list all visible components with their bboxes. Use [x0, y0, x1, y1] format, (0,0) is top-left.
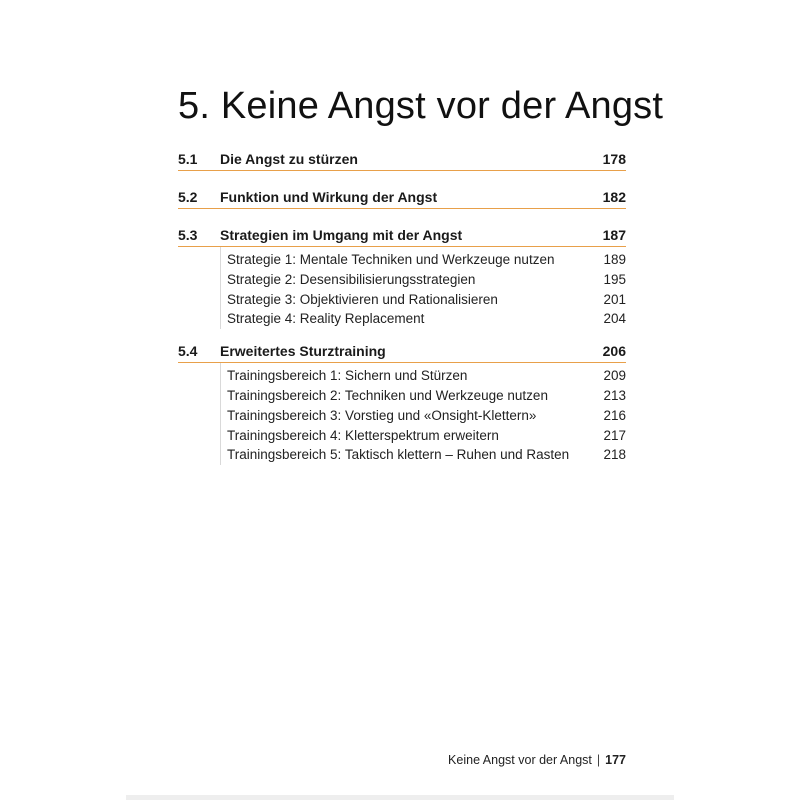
- section-number: 5.2: [178, 189, 198, 205]
- section-heading[interactable]: [178, 188, 626, 209]
- section-title: Die Angst zu stürzen: [220, 151, 358, 167]
- entry-page-number: 216: [603, 407, 626, 423]
- toc-entry[interactable]: [227, 366, 626, 386]
- entry-page-number: 218: [603, 447, 626, 463]
- toc-section-5-4: [178, 342, 626, 465]
- spacer: [178, 171, 626, 188]
- entry-title: Strategie 4: Reality Replacement: [227, 311, 425, 327]
- section-page-number: 182: [602, 189, 626, 205]
- entry-page-number: 195: [603, 271, 626, 287]
- toc-entry[interactable]: [227, 290, 626, 310]
- entry-title: Trainingsbereich 1: Sichern und Stürzen: [227, 368, 468, 384]
- toc-section-5-2: [178, 188, 626, 209]
- section-page-number: 178: [602, 151, 626, 167]
- table-of-contents: [178, 150, 626, 465]
- entry-title: Trainingsbereich 5: Taktisch klettern – Ruhen und Rasten: [227, 447, 570, 463]
- entry-title: Trainingsbereich 2: Techniken und Werkzeuge nutzen: [227, 387, 548, 403]
- section-heading[interactable]: [178, 150, 626, 171]
- toc-entry[interactable]: [227, 386, 626, 406]
- section-heading[interactable]: [178, 342, 626, 363]
- toc-entry[interactable]: [227, 445, 626, 465]
- subsection-list: [220, 247, 626, 329]
- entry-title: Strategie 3: Objektivieren und Rationalisieren: [227, 291, 498, 307]
- page-footer: [448, 753, 626, 767]
- spacer: [178, 329, 626, 342]
- entry-page-number: 189: [603, 252, 626, 267]
- toc-entry[interactable]: [227, 270, 626, 290]
- chapter-title: 5. Keine Angst vor der Angst: [178, 85, 664, 128]
- toc-section-5-1: [178, 150, 626, 171]
- section-page-number: 206: [602, 343, 626, 360]
- section-number: 5.3: [178, 227, 198, 243]
- footer-separator: |: [596, 753, 601, 767]
- section-title: Erweitertes Sturztraining: [220, 343, 386, 360]
- section-title: Strategien im Umgang mit der Angst: [220, 227, 463, 243]
- entry-title: Strategie 2: Desensibilisierungsstrategien: [227, 271, 476, 287]
- toc-entry[interactable]: [227, 426, 626, 446]
- entry-title: Strategie 1: Mentale Techniken und Werkzeuge nutzen: [227, 252, 555, 267]
- section-page-number: 187: [602, 227, 626, 243]
- entry-title: Trainingsbereich 4: Kletterspektrum erweitern: [227, 427, 499, 443]
- subsection-list: [220, 363, 626, 465]
- toc-section-5-3: [178, 226, 626, 329]
- running-title: Keine Angst vor der Angst: [448, 753, 592, 767]
- toc-entry[interactable]: [227, 406, 626, 426]
- page-number: 177: [605, 753, 626, 767]
- entry-page-number: 217: [603, 427, 626, 443]
- section-number: 5.1: [178, 151, 198, 167]
- section-title: Funktion und Wirkung der Angst: [220, 189, 438, 205]
- section-number: 5.4: [178, 343, 198, 360]
- spacer: [178, 209, 626, 226]
- entry-page-number: 201: [603, 291, 626, 307]
- section-heading[interactable]: [178, 226, 626, 247]
- toc-entry[interactable]: [227, 309, 626, 329]
- entry-page-number: 209: [603, 368, 626, 384]
- toc-entry[interactable]: [227, 250, 626, 270]
- entry-page-number: 213: [603, 387, 626, 403]
- scan-edge-band: [126, 795, 674, 800]
- entry-page-number: 204: [603, 311, 626, 327]
- entry-title: Trainingsbereich 3: Vorstieg und «Onsight-Klettern»: [227, 407, 537, 423]
